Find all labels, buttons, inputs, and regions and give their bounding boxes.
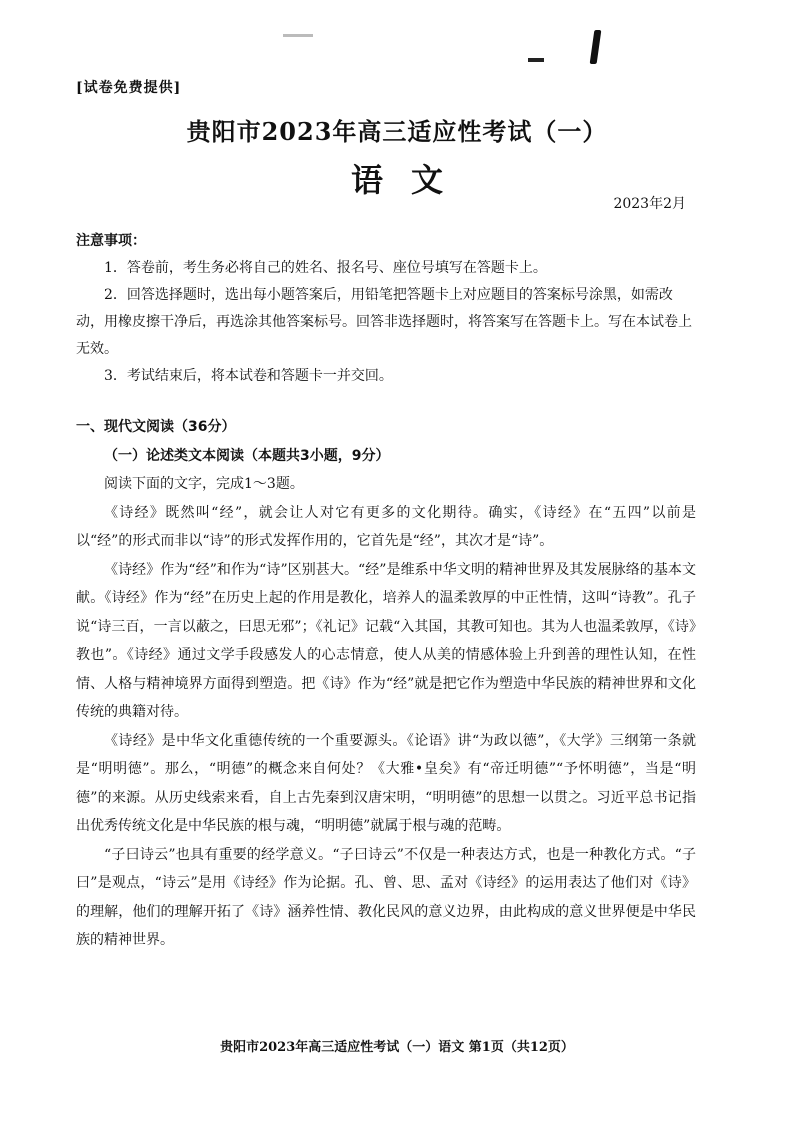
passage-paragraph: “子曰诗云”也具有重要的经学意义。“子曰诗云”不仅是一种表达方式，也是一种教化方式。“子曰”是观点，“诗云”是用《诗经》作为论据。孔、曾、思、孟对《诗经》的运用表达了他们对《诗》的理解，他们的理解开拓了《诗》涵养性情、教化民风的意义边界，由此构成的意义世界便是中华民族的精神世界。 (76, 846, 696, 948)
scan-artifact (283, 34, 313, 37)
free-tag: [试卷免费提供] (76, 80, 182, 96)
exam-date: 2023年2月 (613, 196, 686, 212)
scan-artifact (590, 30, 602, 64)
passage-paragraph: 《诗经》是中华文化重德传统的一个重要源头。《论语》讲“为政以德”，《大学》三纲第一条就是“明明德”。那么，“明德”的概念来自何处？《大雅•皇矣》有“帝迁明德”“予怀明德”，当是“明德”的来源。从历史线索来看，自上古先秦到汉唐宋明，“明明德”的思想一以贯之。习近平总书记指出优秀传统文化是中华民族的根与魂，“明明德”就属于根与魂的范畴。 (76, 732, 696, 834)
scan-artifact (528, 58, 544, 62)
section-subtitle: （一）论述类文本阅读（本题共3小题，9分） (104, 447, 390, 464)
page-footer: 贵阳市2023年高三适应性考试（一）语文 第1页（共12页） (220, 1040, 574, 1055)
note-item: 1．答卷前，考生务必将自己的姓名、报名号、座位号填写在答题卡上。 (104, 260, 547, 276)
note-item: 3．考试结束后，将本试卷和答题卡一并交回。 (104, 368, 393, 384)
exam-title: 贵阳市2023年高三适应性考试（一） (186, 117, 608, 146)
reading-section (76, 413, 696, 955)
section-title: 一、现代文阅读（36分） (76, 419, 236, 435)
section-instruction: 阅读下面的文字，完成1～3题。 (104, 476, 304, 492)
note-item: 2．回答选择题时，选出每小题答案后，用铅笔把答题卡上对应题目的答案标号涂黑，如需改动，用橡皮擦干净后，再选涂其他答案标号。回答非选择题时，将答案写在答题卡上。写在本试卷上无效。 (76, 287, 692, 357)
passage-paragraph: 《诗经》既然叫“经”，就会让人对它有更多的文化期待。确实，《诗经》在“五四”以前是以“经”的形式而非以“诗”的形式发挥作用的，它首先是“经”，其次才是“诗”。 (76, 504, 696, 549)
subject-title: 语文 (350, 161, 471, 199)
notes-heading: 注意事项： (76, 233, 146, 249)
passage-paragraph: 《诗经》作为“经”和作为“诗”区别甚大。“经”是维系中华文明的精神世界及其发展脉络的基本文献。《诗经》作为“经”在历史上起的作用是教化，培养人的温柔敦厚的中正性情，这叫“诗教”。孔子说“诗三百，一言以蔽之，曰思无邪”；《礼记》记载“入其国，其教可知也。其为人也温柔敦厚，《诗》教也”。《诗经》通过文学手段感发人的心志情意，使人从美的情感体验上升到善的理性认知，在性情、人格与精神境界方面得到塑造。把《诗》作为“经”就是把它作为塑造中华民族的精神世界和文化传统的典籍对待。 (76, 561, 696, 720)
notes-block (76, 228, 694, 390)
